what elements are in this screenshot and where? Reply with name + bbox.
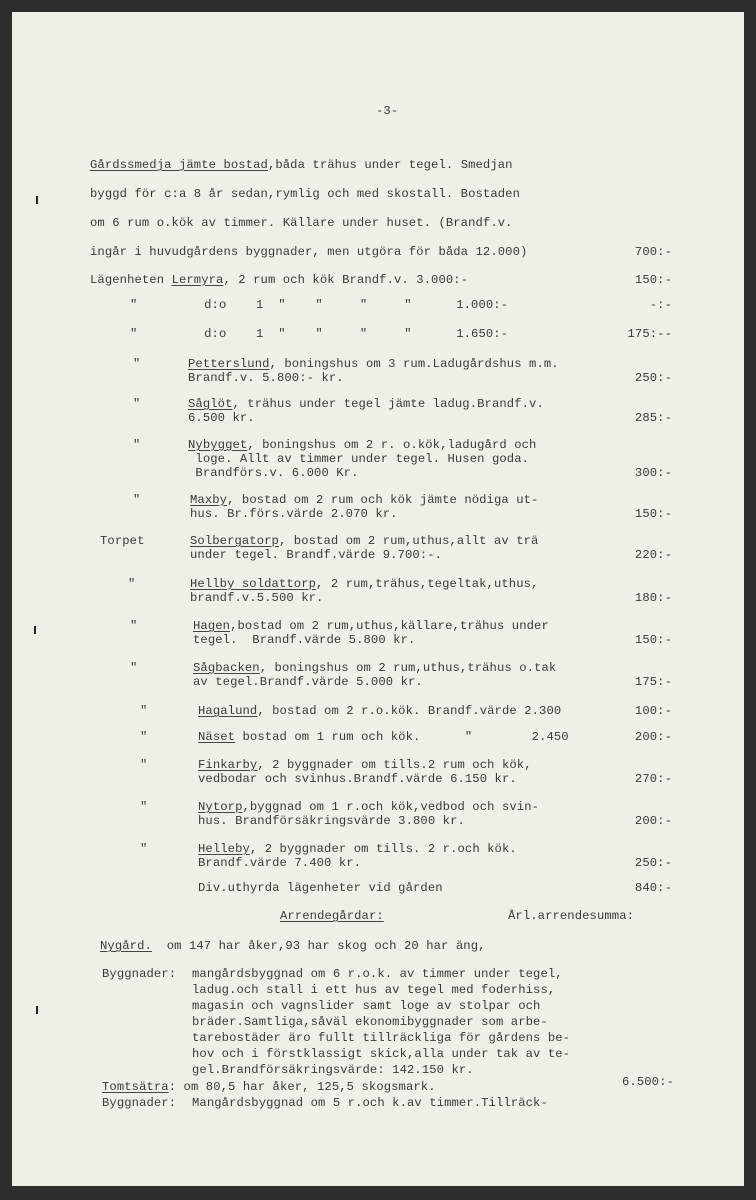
entry-line: Brandf.v. 5.800:- kr. (188, 371, 344, 385)
byggnader-line: gel.Brandförsäkringsvärde: 142.150 kr. (192, 1063, 474, 1077)
entry-prefix: " (140, 704, 148, 718)
entry-name: Solbergatorp (190, 534, 279, 548)
entry-name: Finkarby (198, 758, 258, 772)
entry-name: Näset (198, 730, 236, 744)
entry-line: loge. Allt av timmer under tegel. Husen goda. (188, 452, 530, 466)
nygard-name: Nygård. (100, 939, 152, 953)
entry-prefix: " (140, 758, 148, 772)
entry-line: Hagen,bostad om 2 rum,uthus,källare,trähus under (193, 619, 549, 633)
entry-line: 6.500 kr. (188, 411, 255, 425)
entry-amount: 250:- (634, 856, 672, 870)
intro-line: om 6 rum o.kök av timmer. Källare under huset. (Brandf.v. (90, 216, 513, 230)
entry-line: Nytorp,byggnad om 1 r.och kök,vedbod och svin- (198, 800, 540, 814)
entry-prefix: " (128, 577, 136, 591)
ditto-row-amount: -:- (649, 298, 672, 312)
entry-line: Sågbacken, boningshus om 2 rum,uthus,trähus o.tak (193, 661, 557, 675)
intro-line: ingår i huvudgårdens byggnader, men utgöra för båda 12.000) (90, 245, 528, 259)
entry-amount: 180:- (634, 591, 672, 605)
binder-mark (36, 1006, 38, 1014)
lermyra-name: Lermyra (171, 273, 224, 287)
entry-line: Brandf.värde 7.400 kr. (198, 856, 362, 870)
entry-amount: 200:- (634, 814, 672, 828)
entry-name: Petterslund (188, 357, 270, 371)
entry-amount: 220:- (634, 548, 672, 562)
entry-line: Hagalund, bostad om 2 r.o.kök. Brandf.värde 2.300 (198, 704, 562, 718)
entry-amount: 150:- (634, 633, 672, 647)
entry-line: Petterslund, boningshus om 3 rum.Ladugårdshus m.m. (188, 357, 559, 371)
entry-prefix: Torpet (100, 534, 145, 548)
arrende-column-label: Årl.arrendesumma: (508, 909, 635, 923)
entry-amount: 300:- (634, 466, 672, 480)
binder-mark (36, 196, 38, 204)
intro-line: Gårdssmedja jämte bostad,båda trähus under tegel. Smedjan (90, 158, 513, 172)
entry-line: Nybygget, boningshus om 2 r. o.kök,ladugård och (188, 438, 537, 452)
byggnader-line: magasin och vagnslider samt loge av stolpar och (192, 999, 541, 1013)
ditto-row-amount: 175:-- (627, 327, 672, 341)
entry-line: hus. Brandförsäkringsvärde 3.800 kr. (198, 814, 465, 828)
entry-amount: 285:- (634, 411, 672, 425)
entry-prefix: " (133, 397, 141, 411)
entry-line: hus. Br.förs.värde 2.070 kr. (190, 507, 398, 521)
entry-line: under tegel. Brandf.värde 9.700:-. (190, 548, 443, 562)
entry-prefix: " (133, 438, 141, 452)
tomtsatra-line: Tomtsätra: om 80,5 har åker, 125,5 skogsmark. (102, 1080, 436, 1094)
entry-prefix: " (133, 357, 141, 371)
tomtsatra-byggnader-text: Mangårdsbyggnad om 5 r.och k.av timmer.Tillräck- (192, 1096, 548, 1110)
entry-amount: 150:- (634, 507, 672, 521)
entry-name: Nybygget (188, 438, 248, 452)
entry-line: Näset bostad om 1 rum och kök. " 2.450 (198, 730, 569, 744)
nygard-amount: 6.500:- (622, 1075, 674, 1089)
entry-amount: 250:- (634, 371, 672, 385)
byggnader-line: tarebostäder äro fullt tillräckliga för gårdens be- (192, 1031, 571, 1045)
byggnader-line: ladug.och stall i ett hus av tegel med foderhiss, (192, 983, 556, 997)
byggnader-line: mangårdsbyggnad om 6 r.o.k. av timmer under tegel, (192, 967, 563, 981)
arrende-heading: Arrendegårdar: (280, 909, 384, 923)
entry-prefix: " (140, 842, 148, 856)
entry-amount: 840:- (634, 881, 672, 895)
byggnader-label: Byggnader: (102, 967, 177, 981)
ditto-row: " d:o 1 " " " " 1.000:- (130, 298, 509, 312)
entry-amount: 100:- (634, 704, 672, 718)
entry-amount: 175:- (634, 675, 672, 689)
entry-line: av tegel.Brandf.värde 5.000 kr. (193, 675, 423, 689)
entry-line: Solbergatorp, bostad om 2 rum,uthus,allt av trä (190, 534, 539, 548)
entry-prefix: " (140, 800, 148, 814)
byggnader-line: bräder.Samtliga,såväl ekonomibyggnader som arbe- (192, 1015, 548, 1029)
entry-prefix: " (140, 730, 148, 744)
entry-name: Såglöt (188, 397, 233, 411)
intro-line: byggd för c:a 8 år sedan,rymlig och med skostall. Bostaden (90, 187, 520, 201)
entry-prefix: " (133, 493, 141, 507)
entry-line: tegel. Brandf.värde 5.800 kr. (193, 633, 416, 647)
entry-name: Hagalund (198, 704, 258, 718)
entry-prefix: " (130, 619, 138, 633)
entry-name: Sågbacken (193, 661, 260, 675)
intro-heading: Gårdssmedja jämte bostad (90, 158, 268, 172)
entry-amount: 200:- (634, 730, 672, 744)
lermyra-line: Lägenheten Lermyra, 2 rum och kök Brandf.v. 3.000:- (90, 273, 469, 287)
entry-line: Brandförs.v. 6.000 Kr. (188, 466, 359, 480)
entry-line: Hellby soldattorp, 2 rum,trähus,tegeltak,uthus, (190, 577, 539, 591)
byggnader-line: hov och i förstklassigt skick,alla under tak av te- (192, 1047, 571, 1061)
entry-line: Div.uthyrda lägenheter vid gården (198, 881, 443, 895)
entry-line: Finkarby, 2 byggnader om tills.2 rum och kök, (198, 758, 532, 772)
entry-line: vedbodar och svinhus.Brandf.värde 6.150 kr. (198, 772, 517, 786)
tomtsatra-byggnader-label: Byggnader: (102, 1096, 177, 1110)
lermyra-amount: 150:- (634, 273, 672, 287)
page-number: -3- (376, 104, 399, 118)
nygard-line: Nygård. om 147 har åker,93 har skog och 20 har äng, (100, 939, 486, 953)
ditto-row: " d:o 1 " " " " 1.650:- (130, 327, 509, 341)
entry-line: Helleby, 2 byggnader om tills. 2 r.och kök. (198, 842, 517, 856)
intro-amount: 700:- (634, 245, 672, 259)
entry-name: Hagen (193, 619, 231, 633)
entry-name: Nytorp (198, 800, 243, 814)
binder-mark (34, 626, 36, 634)
entry-line: Maxby, bostad om 2 rum och kök jämte nödiga ut- (190, 493, 539, 507)
entry-line: Såglöt, trähus under tegel jämte ladug.Brandf.v. (188, 397, 544, 411)
entry-name: Hellby soldattorp (190, 577, 317, 591)
entry-prefix: " (130, 661, 138, 675)
entry-name: Maxby (190, 493, 228, 507)
entry-amount: 270:- (634, 772, 672, 786)
tomtsatra-name: Tomtsätra (102, 1080, 169, 1094)
entry-line: brandf.v.5.500 kr. (190, 591, 324, 605)
entry-name: Helleby (198, 842, 250, 856)
